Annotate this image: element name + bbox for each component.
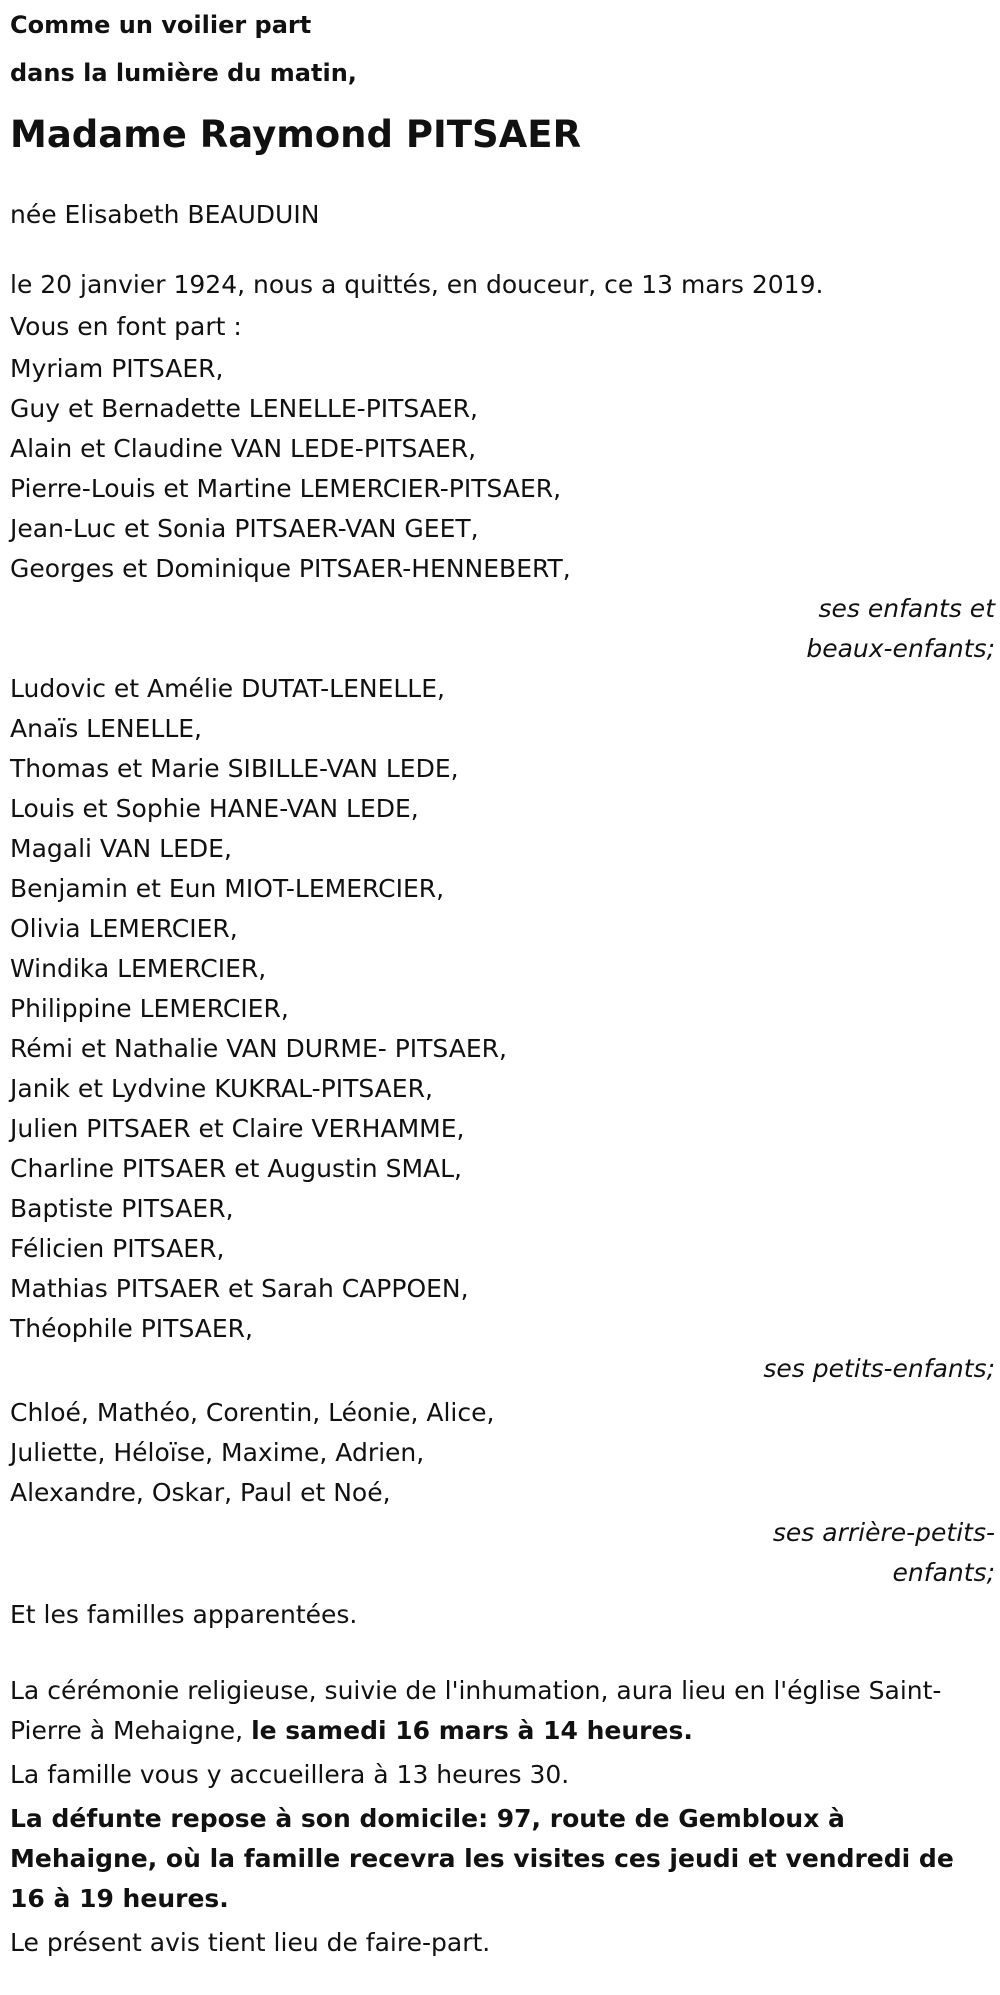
great-grandchildren-list (10, 1393, 995, 1513)
ceremony-text: La cérémonie religieuse, suivie de l'inhumation, aura lieu en l'église Saint-Pierre à Mehaigne, (10, 1676, 942, 1745)
relation-line: beaux-enfants; (806, 634, 995, 663)
list-item: Félicien PITSAER, (10, 1234, 225, 1263)
list-item: Philippine LEMERCIER, (10, 994, 289, 1023)
deceased-name: Madame Raymond PITSAER (10, 113, 582, 156)
list-item: Anaïs LENELLE, (10, 714, 203, 743)
list-item: Rémi et Nathalie VAN DURME- PITSAER, (10, 1034, 507, 1063)
list-item: Juliette, Héloïse, Maxime, Adrien, (10, 1438, 425, 1467)
list-item: Georges et Dominique PITSAER-HENNEBERT, (10, 554, 571, 583)
faire-part-note: Le présent avis tient lieu de faire-part. (10, 1928, 491, 1957)
list-item: Théophile PITSAER, (10, 1314, 253, 1343)
welcome-info: La famille vous y accueillera à 13 heures 30. (10, 1760, 570, 1789)
poem (10, 0, 995, 97)
relation-line: enfants; (892, 1558, 995, 1587)
list-item: Louis et Sophie HANE-VAN LEDE, (10, 794, 419, 823)
relation-line: ses petits-enfants; (763, 1354, 995, 1383)
list-item: Mathias PITSAER et Sarah CAPPOEN, (10, 1274, 469, 1303)
list-item: Alain et Claudine VAN LEDE-PITSAER, (10, 434, 477, 463)
relation-line: ses arrière-petits- (772, 1518, 995, 1547)
list-item: Ludovic et Amélie DUTAT-LENELLE, (10, 674, 445, 703)
list-item: Thomas et Marie SIBILLE-VAN LEDE, (10, 754, 459, 783)
list-item: Magali VAN LEDE, (10, 834, 232, 863)
list-item: Olivia LEMERCIER, (10, 914, 238, 943)
grandchildren-label (735, 1349, 995, 1389)
announcers-intro: Vous en font part : (10, 312, 242, 341)
list-item: Chloé, Mathéo, Corentin, Léonie, Alice, (10, 1398, 495, 1427)
ceremony-date: le samedi 16 mars à 14 heures. (251, 1716, 693, 1745)
children-list (10, 349, 995, 589)
list-item: Benjamin et Eun MIOT-LEMERCIER, (10, 874, 445, 903)
grandchildren-list (10, 669, 995, 1349)
obituary-content (10, 0, 995, 1963)
great-grandchildren-label (755, 1513, 995, 1593)
birth-name: née Elisabeth BEAUDUIN (10, 200, 320, 229)
list-item: Pierre-Louis et Martine LEMERCIER-PITSAER, (10, 474, 562, 503)
list-item: Alexandre, Oskar, Paul et Noé, (10, 1478, 391, 1507)
list-item: Jean-Luc et Sonia PITSAER-VAN GEET, (10, 514, 479, 543)
ceremony-info (10, 1671, 995, 1751)
children-label (735, 589, 995, 669)
related-families: Et les familles apparentées. (10, 1600, 358, 1629)
relation-line: ses enfants et (818, 594, 995, 623)
list-item: Charline PITSAER et Augustin SMAL, (10, 1154, 463, 1183)
list-item: Windika LEMERCIER, (10, 954, 267, 983)
list-item: Janik et Lydvine KUKRAL-PITSAER, (10, 1074, 433, 1103)
list-item: Baptiste PITSAER, (10, 1194, 234, 1223)
list-item: Julien PITSAER et Claire VERHAMME, (10, 1114, 465, 1143)
death-announcement: le 20 janvier 1924, nous a quittés, en douceur, ce 13 mars 2019. (10, 270, 824, 299)
list-item: Guy et Bernadette LENELLE-PITSAER, (10, 394, 478, 423)
list-item: Myriam PITSAER, (10, 354, 224, 383)
poem-line: dans la lumière du matin, (10, 59, 357, 87)
poem-line: Comme un voilier part (10, 11, 312, 39)
repose-info: La défunte repose à son domicile: 97, route de Gembloux à Mehaigne, où la famille recevra les visites ces jeudi et vendredi de 16 à 19 heures. (10, 1804, 954, 1913)
